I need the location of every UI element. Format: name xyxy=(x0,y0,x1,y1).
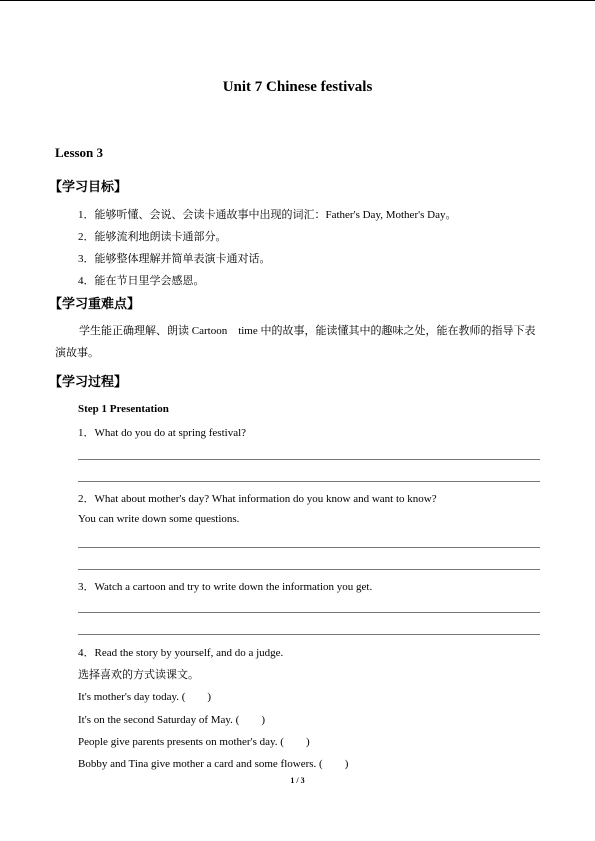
question-4: 4．Read the story by yourself, and do a judge. xyxy=(78,647,284,659)
objectives-heading: 【学习目标】 xyxy=(49,180,128,195)
judge-statement: People give parents presents on mother's day. ( ) xyxy=(78,736,310,748)
question-3: 3．Watch a cartoon and try to write down the information you get. xyxy=(78,581,373,593)
key-points-paragraph: 学生能正确理解、朗读 Cartoon time 中的故事，能读懂其中的趣味之处，能在教师的指导下表演故事。 xyxy=(55,325,536,359)
objective-item: 4．能在节日里学会感恩。 xyxy=(78,275,205,287)
answer-line[interactable] xyxy=(78,547,540,548)
answer-line[interactable] xyxy=(78,459,540,460)
judge-statement: It's on the second Saturday of May. ( ) xyxy=(78,714,266,726)
objective-item: 2．能够流利地朗读卡通部分。 xyxy=(78,231,227,243)
question-4-note: 选择喜欢的方式读课文。 xyxy=(78,669,199,681)
step-heading: Step 1 Presentation xyxy=(78,403,169,415)
question-1: 1．What do you do at spring festival? xyxy=(78,427,247,439)
judge-statement: It's mother's day today. ( ) xyxy=(78,691,212,703)
question-2: 2．What about mother's day? What information do you know and want to know? xyxy=(78,493,437,505)
objective-item: 1．能够听懂、会说、会读卡通故事中出现的词汇：Father's Day, Mother's Day。 xyxy=(78,209,457,221)
answer-line[interactable] xyxy=(78,634,540,635)
answer-line[interactable] xyxy=(78,481,540,482)
answer-line[interactable] xyxy=(78,569,540,570)
process-heading: 【学习过程】 xyxy=(49,375,128,390)
page-number: 1 / 3 xyxy=(290,776,305,785)
objective-item: 3．能够整体理解并简单表演卡通对话。 xyxy=(78,253,271,265)
key-points-heading: 【学习重难点】 xyxy=(49,297,141,312)
question-2-note: You can write down some questions. xyxy=(78,513,240,525)
document-title: Unit 7 Chinese festivals xyxy=(222,79,373,95)
judge-statement: Bobby and Tina give mother a card and some flowers. ( ) xyxy=(78,758,349,770)
answer-line[interactable] xyxy=(78,612,540,613)
top-rule xyxy=(0,0,595,1)
lesson-heading: Lesson 3 xyxy=(55,145,104,160)
